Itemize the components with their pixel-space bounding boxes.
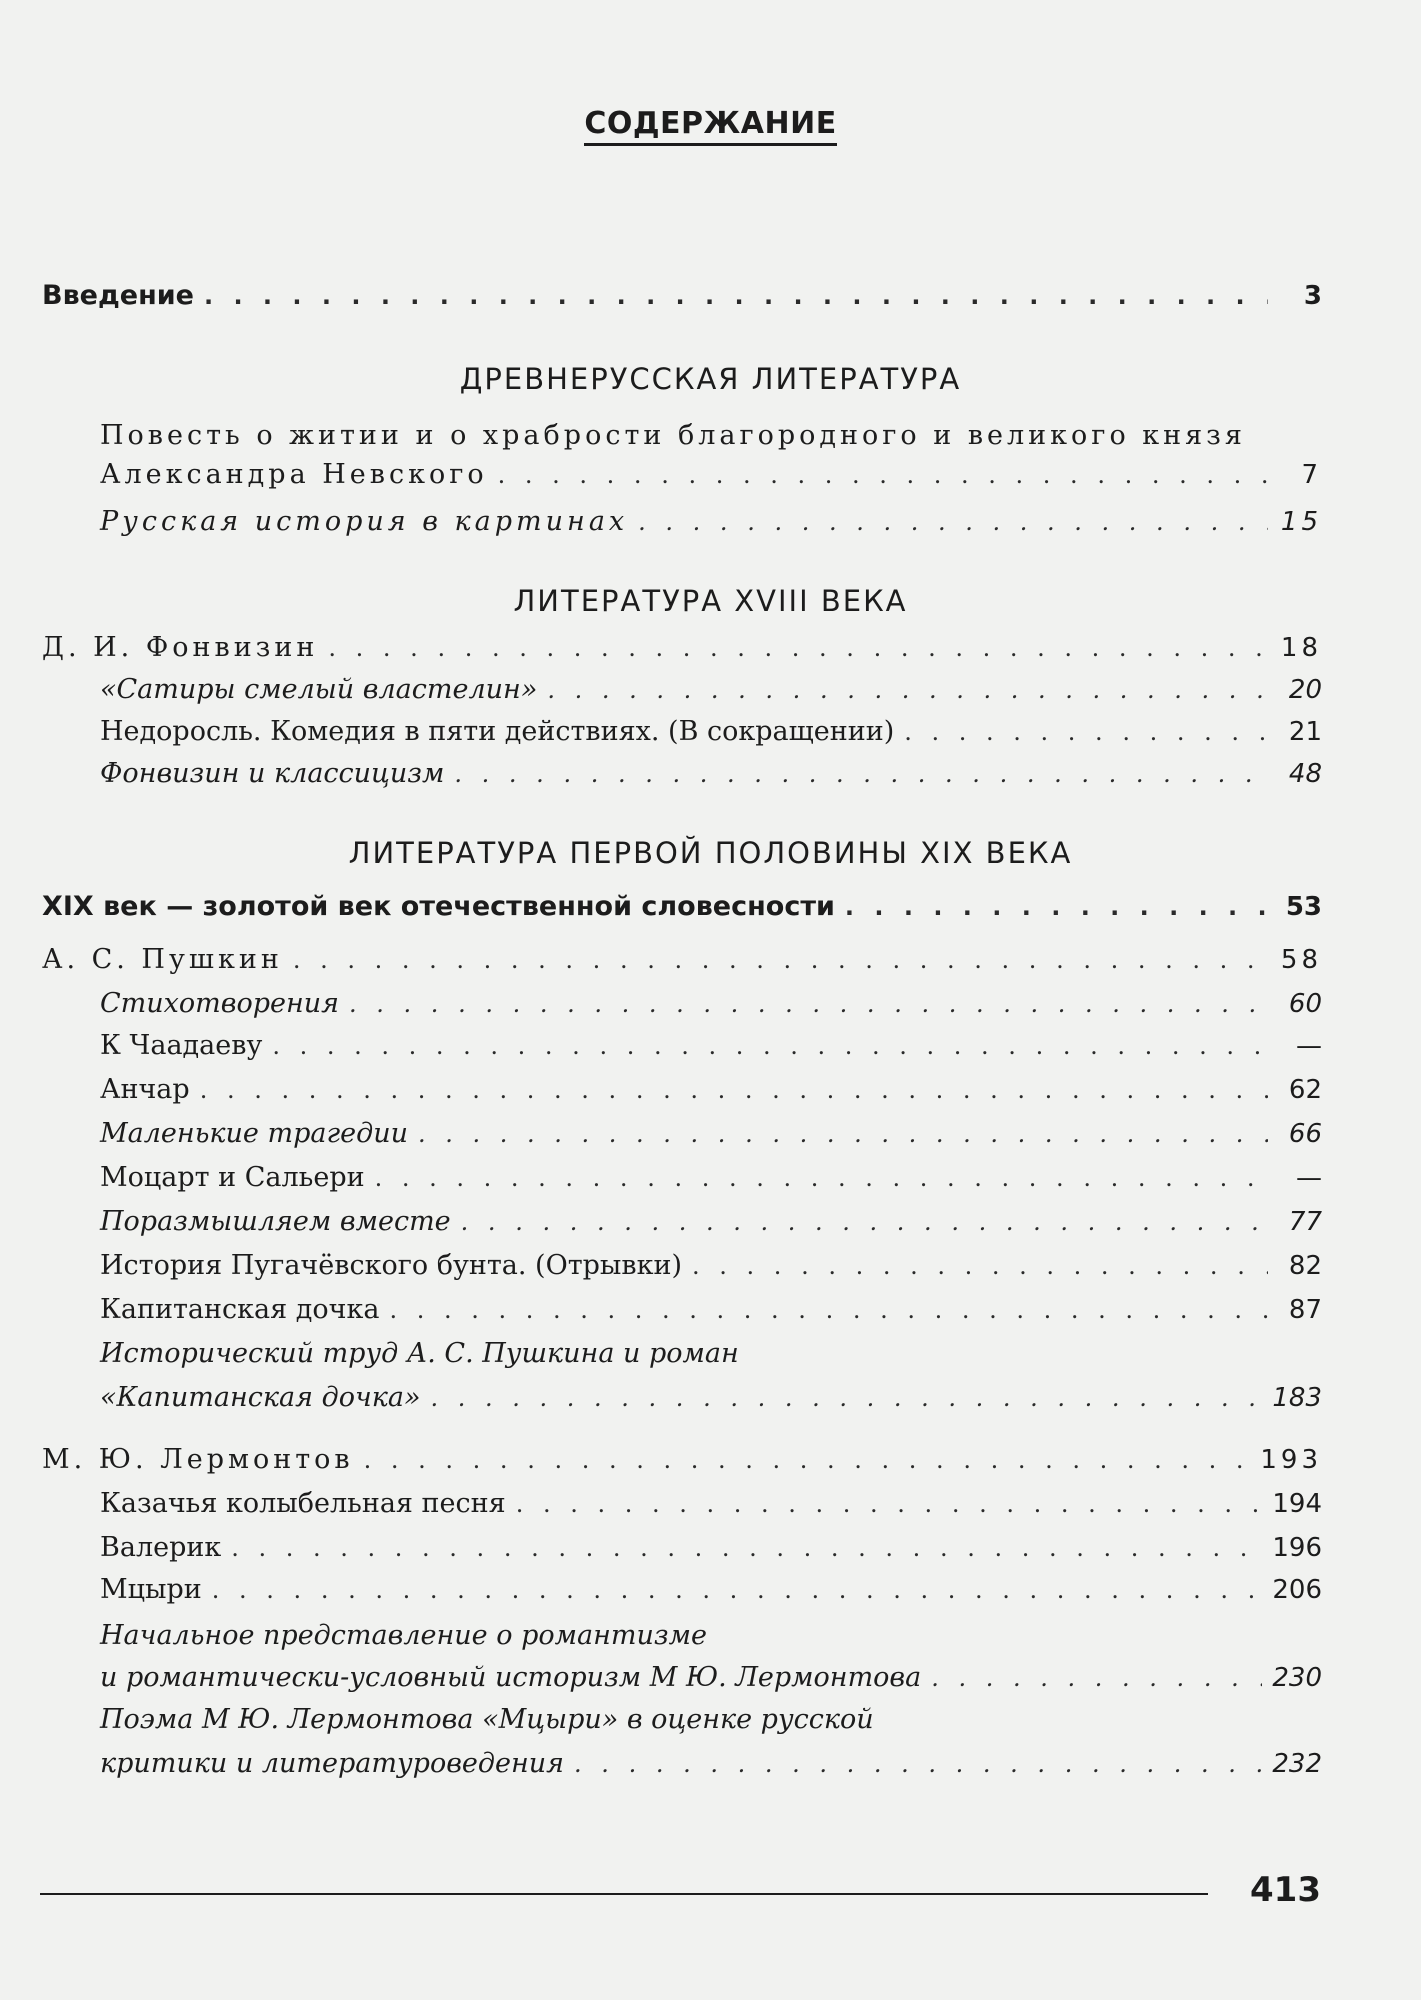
dot-leader bbox=[638, 504, 1268, 540]
section-heading: ДРЕВНЕРУССКАЯ ЛИТЕРАТУРА bbox=[459, 362, 962, 396]
toc-entry-russian-history[interactable]: Русская история в картинах . . . 15 bbox=[100, 504, 1322, 540]
toc-entry-fonvizin-classicism[interactable]: Фонвизин и классицизм . . . 48 bbox=[100, 756, 1322, 792]
dot-leader bbox=[349, 986, 1268, 1022]
dot-leader bbox=[516, 1486, 1263, 1522]
toc-entry-poems[interactable]: Стихотворения . . . 60 bbox=[100, 986, 1322, 1022]
dot-leader bbox=[328, 630, 1268, 666]
toc-entry-nedorosl[interactable]: Недоросль. Комедия в пяти действиях. (В сокращении) . . . 21 bbox=[100, 714, 1322, 750]
toc-entry-xix-golden[interactable]: XIX век — золотой век отечественной словесности . . . 53 bbox=[42, 889, 1322, 925]
toc-entry-mtsyri[interactable]: Мцыри . . . 206 bbox=[100, 1572, 1322, 1608]
dot-leader bbox=[430, 1380, 1262, 1416]
toc-entry-critique[interactable]: Поэма М Ю. Лермонтова «Мцыри» в оценке русской bbox=[100, 1704, 874, 1735]
toc-entry-nevsky-cont[interactable]: Александра Невского . . . 7 bbox=[100, 457, 1322, 493]
toc-entry-romanticism-cont[interactable]: и романтически-условный историзм М Ю. Лермонтова . . . 230 bbox=[100, 1660, 1322, 1696]
dot-leader bbox=[364, 1442, 1251, 1478]
toc-entry-satiry[interactable]: «Сатиры смелый властелин» . . . 20 bbox=[100, 672, 1322, 708]
section-heading: ЛИТЕРАТУРА XVIII ВЕКА bbox=[513, 584, 908, 618]
toc-entry-historical[interactable]: Исторический труд А. С. Пушкина и роман bbox=[100, 1338, 739, 1369]
dot-leader bbox=[418, 1116, 1268, 1152]
toc-entry-cossack[interactable]: Казачья колыбельная песня . . . 194 bbox=[100, 1486, 1322, 1522]
toc-entry-chaadaev[interactable]: К Чаадаеву . . . — bbox=[100, 1028, 1322, 1064]
toc-entry-critique-cont[interactable]: критики и литературоведения . . . 232 bbox=[100, 1746, 1322, 1782]
dot-leader bbox=[200, 1072, 1268, 1108]
dot-leader bbox=[375, 1160, 1268, 1196]
toc-entry-fonvizin[interactable]: Д. И. Фонвизин . . . 18 bbox=[42, 630, 1322, 666]
page-number: 413 bbox=[1250, 1870, 1321, 1910]
dot-leader bbox=[931, 1660, 1262, 1696]
section-heading: ЛИТЕРАТУРА ПЕРВОЙ ПОЛОВИНЫ XIX ВЕКА bbox=[348, 836, 1073, 870]
toc-entry-anchar[interactable]: Анчар . . . 62 bbox=[100, 1072, 1322, 1108]
dot-leader bbox=[212, 1572, 1263, 1608]
dot-leader bbox=[231, 1530, 1262, 1566]
toc-entry-reflect[interactable]: Поразмышляем вместе . . . 77 bbox=[100, 1204, 1322, 1240]
toc-entry-romanticism[interactable]: Начальное представление о романтизме bbox=[100, 1620, 707, 1651]
toc-entry-historical-cont[interactable]: «Капитанская дочка» . . . 183 bbox=[100, 1380, 1322, 1416]
dot-leader bbox=[293, 942, 1268, 978]
dot-leader bbox=[454, 756, 1268, 792]
dot-leader bbox=[389, 1292, 1268, 1328]
dot-leader bbox=[547, 672, 1268, 708]
page-title: СОДЕРЖАНИЕ bbox=[0, 106, 1421, 141]
dot-leader bbox=[272, 1028, 1268, 1064]
footer-rule bbox=[40, 1893, 1208, 1895]
toc-entry-pushkin[interactable]: А. С. Пушкин . . . 58 bbox=[42, 942, 1322, 978]
dot-leader bbox=[904, 714, 1268, 750]
toc-entry-mozart[interactable]: Моцарт и Сальери . . . — bbox=[100, 1160, 1322, 1196]
toc-entry-pugachev[interactable]: История Пугачёвского бунта. (Отрывки) . . . 82 bbox=[100, 1248, 1322, 1284]
dot-leader bbox=[574, 1746, 1262, 1782]
toc-entry-valerik[interactable]: Валерик . . . 196 bbox=[100, 1530, 1322, 1566]
dot-leader bbox=[845, 889, 1268, 925]
toc-entry-lermontov[interactable]: М. Ю. Лермонтов . . . 193 bbox=[42, 1442, 1322, 1478]
toc-entry-captains-daughter[interactable]: Капитанская дочка . . . 87 bbox=[100, 1292, 1322, 1328]
toc-entry-small-tragedies[interactable]: Маленькие трагедии . . . 66 bbox=[100, 1116, 1322, 1152]
toc-entry-intro[interactable]: Введение . . . 3 bbox=[42, 278, 1322, 314]
dot-leader bbox=[498, 457, 1268, 493]
dot-leader bbox=[204, 278, 1268, 314]
dot-leader bbox=[692, 1248, 1268, 1284]
dot-leader bbox=[461, 1204, 1268, 1240]
toc-entry-nevsky[interactable]: Повесть о житии и о храбрости благородного и великого князя bbox=[100, 420, 1246, 451]
